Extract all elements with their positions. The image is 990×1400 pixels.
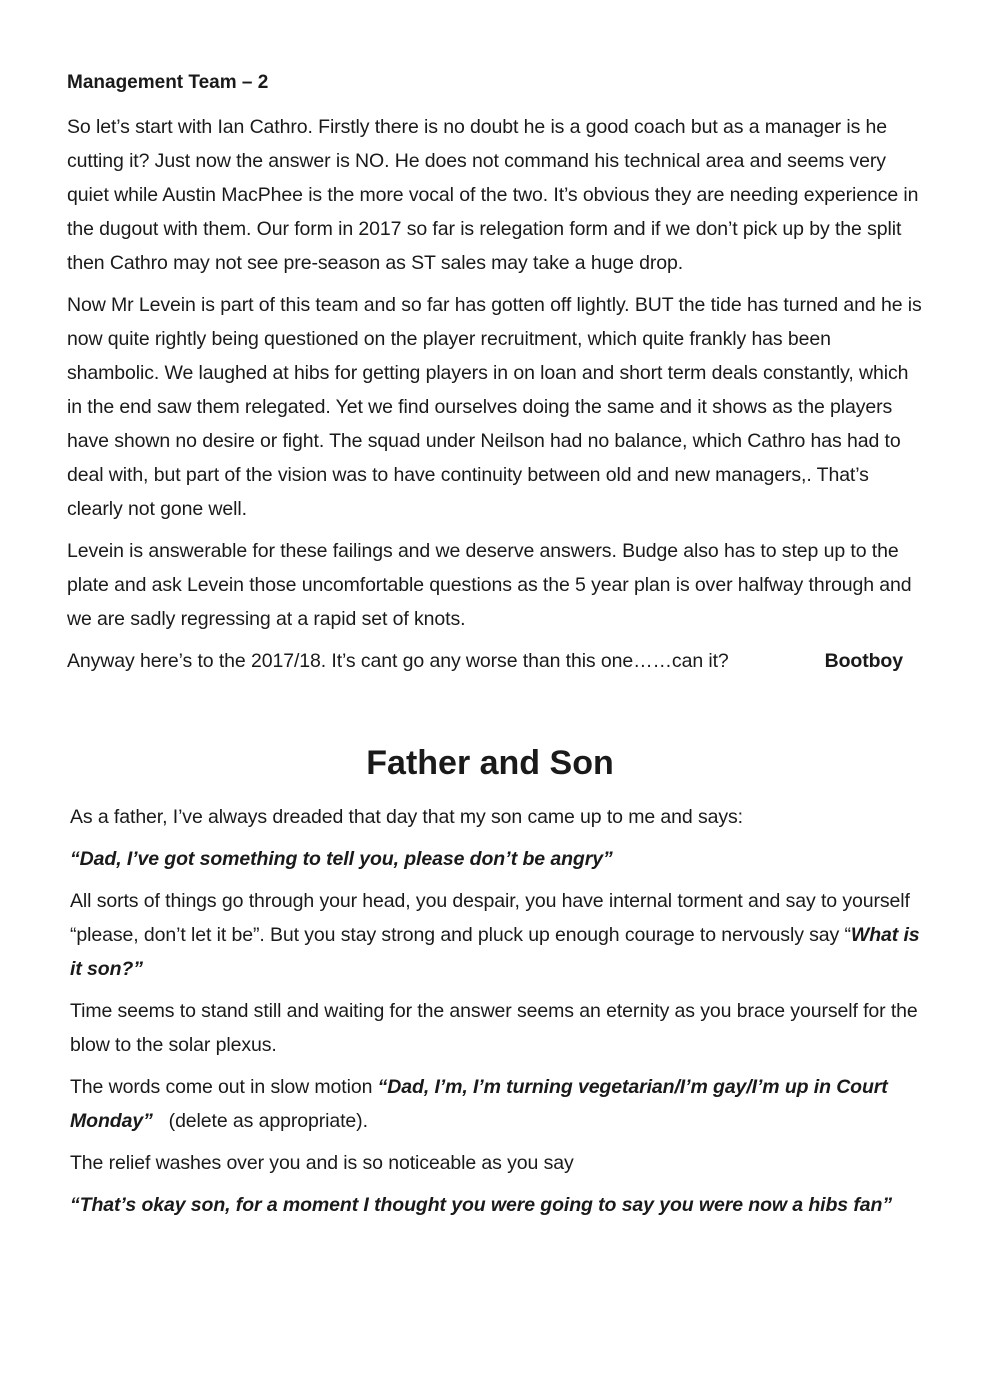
author-signature: Bootboy — [824, 650, 903, 672]
quote-dad: “Dad, I’ve got something to tell you, please don’t be angry” — [70, 848, 613, 870]
despair-text: All sorts of things go through your head, you despair, you have internal torment and say to yourself “please, don’t let it be”. But you stay strong and pluck up enough courage to nervously say “ — [70, 890, 910, 946]
article-title: Father and Son — [366, 744, 614, 782]
management-team-article — [67, 66, 923, 686]
quote-what-is-it: What is it son?” — [70, 924, 920, 980]
words-tail: (delete as appropriate). — [152, 1110, 368, 1132]
paragraph-despair — [70, 884, 926, 986]
paragraph-time: Time seems to stand still and waiting for the answer seems an eternity as you brace yourself for the blow to the solar plexus. — [70, 1000, 918, 1056]
quote-turning: “Dad, I’m, I’m turning vegetarian/I’m gay/I’m up in Court Monday” — [70, 1076, 888, 1132]
father-and-son-article — [70, 740, 926, 1230]
paragraph-budge: Levein is answerable for these failings and we deserve answers. Budge also has to step up to the plate and ask Levein those uncomfortable questions as the 5 year plan is over halfway through and we are sadly regressing at a rapid set of knots. — [67, 540, 912, 630]
paragraph-cathro: So let’s start with Ian Cathro. Firstly there is no doubt he is a good coach but as a manager is he cutting it? Just now the answer is NO. He does not command his technical area and seems very quiet while Austin MacPhee is the more vocal of the two. It’s obvious they are needing experience in the dugout with them. Our form in 2017 so far is relegation form and if we don’t pick up by the split then Cathro may not see pre-season as ST sales may take a huge drop. — [67, 116, 919, 274]
words-text: The words come out in slow motion — [70, 1076, 378, 1098]
closing-line — [67, 644, 903, 678]
paragraph-intro: As a father, I’ve always dreaded that day that my son came up to me and says: — [70, 806, 744, 828]
article-heading: Management Team – 2 — [67, 72, 269, 93]
paragraph-words — [70, 1070, 926, 1138]
closing-text: Anyway here’s to the 2017/18. It’s cant go any worse than this one……can it? — [67, 650, 729, 672]
paragraph-relief: The relief washes over you and is so noticeable as you say — [70, 1152, 574, 1174]
quote-hibs-fan: “That’s okay son, for a moment I thought you were going to say you were now a hibs fan” — [70, 1194, 892, 1216]
paragraph-levein: Now Mr Levein is part of this team and so far has gotten off lightly. BUT the tide has turned and he is now quite rightly being questioned on the player recruitment, which quite frankly has been shambolic. We laughed at hibs for getting players in on loan and short term deals constantly, which in the end saw them relegated. Yet we find ourselves doing the same and it shows as the players have shown no desire or fight. The squad under Neilson had no balance, which Cathro has had to deal with, but part of the vision was to have continuity between old and new managers,. That’s clearly not gone well. — [67, 294, 922, 520]
